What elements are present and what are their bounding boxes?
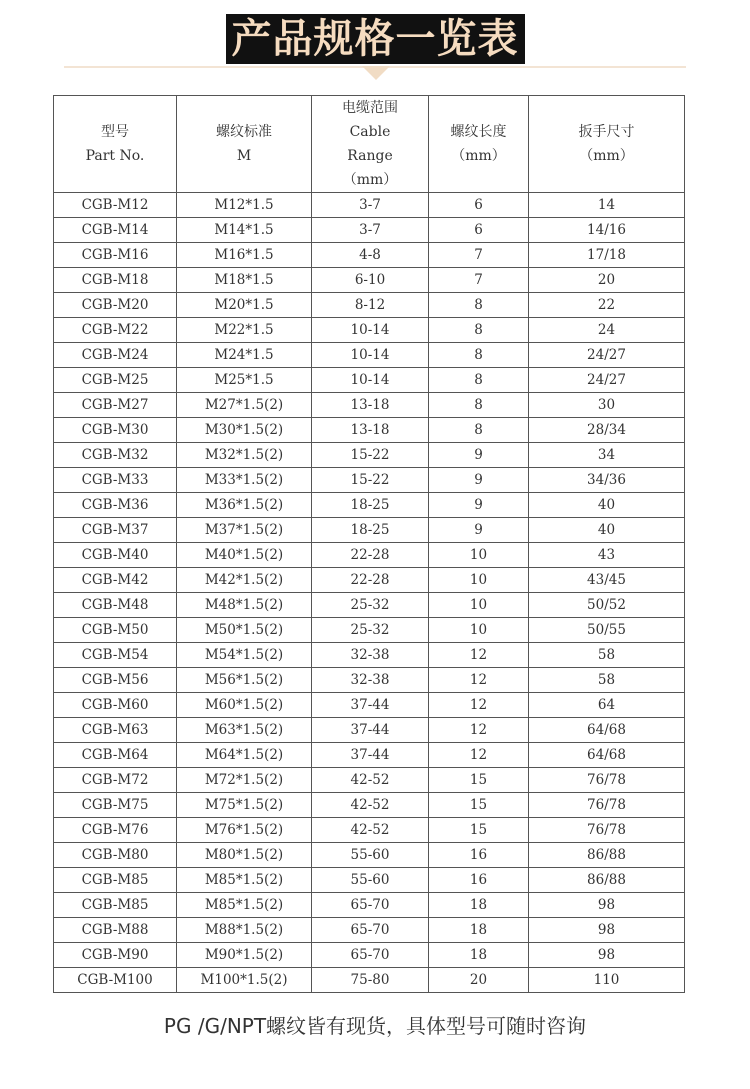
thread-length-cell: 18 (429, 943, 529, 968)
table-row (54, 493, 685, 518)
header-thread-standard (177, 96, 312, 193)
table-row (54, 193, 685, 218)
thread-length-cell: 6 (429, 218, 529, 243)
thread-cell: M42*1.5(2) (177, 568, 312, 593)
part-no-cell: CGB-M27 (54, 393, 177, 418)
wrench-size-cell: 64/68 (529, 718, 685, 743)
thread-cell: M63*1.5(2) (177, 718, 312, 743)
spec-table (53, 95, 685, 993)
wrench-size-cell: 76/78 (529, 818, 685, 843)
wrench-size-cell: 40 (529, 493, 685, 518)
table-row (54, 918, 685, 943)
wrench-size-cell: 98 (529, 943, 685, 968)
table-row (54, 468, 685, 493)
thread-length-cell: 10 (429, 593, 529, 618)
thread-cell: M90*1.5(2) (177, 943, 312, 968)
cable-range-cell: 18-25 (312, 518, 429, 543)
wrench-size-cell: 64/68 (529, 743, 685, 768)
table-row (54, 293, 685, 318)
header-text: M (236, 148, 252, 164)
thread-cell: M12*1.5 (177, 193, 312, 218)
part-no-cell: CGB-M76 (54, 818, 177, 843)
header-cable-range (312, 96, 429, 193)
table-row (54, 868, 685, 893)
thread-length-cell: 18 (429, 893, 529, 918)
wrench-size-cell: 34 (529, 443, 685, 468)
cable-range-cell: 32-38 (312, 643, 429, 668)
thread-length-cell: 7 (429, 243, 529, 268)
cable-range-cell: 25-32 (312, 593, 429, 618)
header-text: 型号 (101, 124, 129, 140)
cable-range-cell: 42-52 (312, 768, 429, 793)
header-text: （mm） (451, 148, 506, 164)
wrench-size-cell: 58 (529, 668, 685, 693)
cable-range-cell: 65-70 (312, 918, 429, 943)
part-no-cell: CGB-M40 (54, 543, 177, 568)
thread-cell: M72*1.5(2) (177, 768, 312, 793)
part-no-cell: CGB-M75 (54, 793, 177, 818)
wrench-size-cell: 50/55 (529, 618, 685, 643)
thread-cell: M100*1.5(2) (177, 968, 312, 993)
table-row (54, 593, 685, 618)
table-row (54, 718, 685, 743)
thread-length-cell: 16 (429, 868, 529, 893)
thread-cell: M75*1.5(2) (177, 793, 312, 818)
thread-cell: M88*1.5(2) (177, 918, 312, 943)
thread-cell: M22*1.5 (177, 318, 312, 343)
thread-cell: M50*1.5(2) (177, 618, 312, 643)
header-text: 扳手尺寸 (578, 124, 635, 140)
thread-cell: M48*1.5(2) (177, 593, 312, 618)
part-no-cell: CGB-M36 (54, 493, 177, 518)
thread-length-cell: 12 (429, 668, 529, 693)
thread-length-cell: 15 (429, 818, 529, 843)
table-body (54, 193, 685, 993)
wrench-size-cell: 20 (529, 268, 685, 293)
table-row (54, 268, 685, 293)
thread-length-cell: 10 (429, 543, 529, 568)
thread-cell: M14*1.5 (177, 218, 312, 243)
cable-range-cell: 13-18 (312, 393, 429, 418)
table-row (54, 793, 685, 818)
cable-range-cell: 37-44 (312, 743, 429, 768)
cable-range-cell: 37-44 (312, 693, 429, 718)
wrench-size-cell: 43/45 (529, 568, 685, 593)
part-no-cell: CGB-M24 (54, 343, 177, 368)
cable-range-cell: 75-80 (312, 968, 429, 993)
thread-cell: M33*1.5(2) (177, 468, 312, 493)
thread-cell: M20*1.5 (177, 293, 312, 318)
thread-length-cell: 15 (429, 768, 529, 793)
cable-range-cell: 13-18 (312, 418, 429, 443)
thread-length-cell: 9 (429, 518, 529, 543)
wrench-size-cell: 24/27 (529, 343, 685, 368)
thread-length-cell: 8 (429, 393, 529, 418)
wrench-size-cell: 86/88 (529, 843, 685, 868)
table-row (54, 893, 685, 918)
cable-range-cell: 55-60 (312, 868, 429, 893)
table-row (54, 443, 685, 468)
part-no-cell: CGB-M12 (54, 193, 177, 218)
table-row (54, 243, 685, 268)
wrench-size-cell: 34/36 (529, 468, 685, 493)
header-part-no (54, 96, 177, 193)
thread-length-cell: 10 (429, 568, 529, 593)
thread-length-cell: 18 (429, 918, 529, 943)
header-text: Part No. (85, 148, 145, 164)
wrench-size-cell: 64 (529, 693, 685, 718)
table-row (54, 343, 685, 368)
part-no-cell: CGB-M22 (54, 318, 177, 343)
thread-cell: M27*1.5(2) (177, 393, 312, 418)
table-row (54, 393, 685, 418)
thread-cell: M54*1.5(2) (177, 643, 312, 668)
table-row (54, 368, 685, 393)
cable-range-cell: 22-28 (312, 543, 429, 568)
cable-range-cell: 3-7 (312, 218, 429, 243)
part-no-cell: CGB-M85 (54, 868, 177, 893)
thread-cell: M24*1.5 (177, 343, 312, 368)
part-no-cell: CGB-M72 (54, 768, 177, 793)
cable-range-cell: 15-22 (312, 443, 429, 468)
part-no-cell: CGB-M48 (54, 593, 177, 618)
table-row (54, 418, 685, 443)
thread-length-cell: 15 (429, 793, 529, 818)
thread-cell: M16*1.5 (177, 243, 312, 268)
thread-cell: M25*1.5 (177, 368, 312, 393)
part-no-cell: CGB-M20 (54, 293, 177, 318)
thread-cell: M85*1.5(2) (177, 868, 312, 893)
cable-range-cell: 37-44 (312, 718, 429, 743)
part-no-cell: CGB-M16 (54, 243, 177, 268)
header-text: 电缆范围 (342, 100, 398, 116)
thread-cell: M40*1.5(2) (177, 543, 312, 568)
table-row (54, 643, 685, 668)
cable-range-cell: 42-52 (312, 793, 429, 818)
cable-range-cell: 22-28 (312, 568, 429, 593)
thread-length-cell: 12 (429, 643, 529, 668)
table-row (54, 518, 685, 543)
cable-range-cell: 4-8 (312, 243, 429, 268)
part-no-cell: CGB-M30 (54, 418, 177, 443)
header-text: Cable (349, 124, 391, 140)
page-title: 产品规格一览表 (226, 14, 525, 64)
cable-range-cell: 8-12 (312, 293, 429, 318)
wrench-size-cell: 22 (529, 293, 685, 318)
table-row (54, 543, 685, 568)
thread-length-cell: 8 (429, 343, 529, 368)
table-row (54, 693, 685, 718)
cable-range-cell: 15-22 (312, 468, 429, 493)
part-no-cell: CGB-M63 (54, 718, 177, 743)
wrench-size-cell: 86/88 (529, 868, 685, 893)
part-no-cell: CGB-M64 (54, 743, 177, 768)
wrench-size-cell: 30 (529, 393, 685, 418)
part-no-cell: CGB-M25 (54, 368, 177, 393)
thread-cell: M60*1.5(2) (177, 693, 312, 718)
thread-length-cell: 8 (429, 368, 529, 393)
wrench-size-cell: 98 (529, 918, 685, 943)
table-row (54, 943, 685, 968)
cable-range-cell: 42-52 (312, 818, 429, 843)
table-row (54, 818, 685, 843)
thread-cell: M85*1.5(2) (177, 893, 312, 918)
thread-length-cell: 9 (429, 493, 529, 518)
cable-range-cell: 25-32 (312, 618, 429, 643)
cable-range-cell: 10-14 (312, 343, 429, 368)
wrench-size-cell: 58 (529, 643, 685, 668)
thread-length-cell: 12 (429, 718, 529, 743)
wrench-size-cell: 98 (529, 893, 685, 918)
wrench-size-cell: 24 (529, 318, 685, 343)
wrench-size-cell: 14 (529, 193, 685, 218)
header-text: （mm） (579, 148, 634, 164)
part-no-cell: CGB-M85 (54, 893, 177, 918)
thread-cell: M37*1.5(2) (177, 518, 312, 543)
part-no-cell: CGB-M88 (54, 918, 177, 943)
cable-range-cell: 65-70 (312, 893, 429, 918)
table-row (54, 318, 685, 343)
thread-length-cell: 20 (429, 968, 529, 993)
cable-range-cell: 55-60 (312, 843, 429, 868)
thread-cell: M30*1.5(2) (177, 418, 312, 443)
part-no-cell: CGB-M80 (54, 843, 177, 868)
thread-length-cell: 7 (429, 268, 529, 293)
part-no-cell: CGB-M14 (54, 218, 177, 243)
table-row (54, 618, 685, 643)
thread-cell: M32*1.5(2) (177, 443, 312, 468)
header-text: 螺纹标准 (216, 124, 272, 140)
wrench-size-cell: 17/18 (529, 243, 685, 268)
part-no-cell: CGB-M54 (54, 643, 177, 668)
thread-length-cell: 6 (429, 193, 529, 218)
thread-length-cell: 16 (429, 843, 529, 868)
table-row (54, 218, 685, 243)
table-row (54, 768, 685, 793)
table-header-row (54, 96, 685, 193)
cable-range-cell: 65-70 (312, 943, 429, 968)
part-no-cell: CGB-M90 (54, 943, 177, 968)
part-no-cell: CGB-M33 (54, 468, 177, 493)
part-no-cell: CGB-M32 (54, 443, 177, 468)
part-no-cell: CGB-M42 (54, 568, 177, 593)
part-no-cell: CGB-M60 (54, 693, 177, 718)
thread-length-cell: 10 (429, 618, 529, 643)
wrench-size-cell: 76/78 (529, 768, 685, 793)
thread-cell: M18*1.5 (177, 268, 312, 293)
thread-length-cell: 8 (429, 293, 529, 318)
wrench-size-cell: 28/34 (529, 418, 685, 443)
cable-range-cell: 32-38 (312, 668, 429, 693)
part-no-cell: CGB-M100 (54, 968, 177, 993)
cable-range-cell: 18-25 (312, 493, 429, 518)
wrench-size-cell: 24/27 (529, 368, 685, 393)
title-area (0, 14, 750, 66)
part-no-cell: CGB-M50 (54, 618, 177, 643)
header-text: 螺纹长度 (450, 124, 507, 140)
header-text: （mm） (342, 172, 398, 188)
table-row (54, 968, 685, 993)
part-no-cell: CGB-M18 (54, 268, 177, 293)
thread-length-cell: 12 (429, 693, 529, 718)
table-row (54, 743, 685, 768)
thread-cell: M64*1.5(2) (177, 743, 312, 768)
thread-length-cell: 8 (429, 418, 529, 443)
thread-cell: M80*1.5(2) (177, 843, 312, 868)
thread-cell: M36*1.5(2) (177, 493, 312, 518)
part-no-cell: CGB-M37 (54, 518, 177, 543)
table-row (54, 843, 685, 868)
wrench-size-cell: 40 (529, 518, 685, 543)
wrench-size-cell: 50/52 (529, 593, 685, 618)
header-wrench-size (529, 96, 685, 193)
thread-length-cell: 9 (429, 468, 529, 493)
header-thread-length (429, 96, 529, 193)
thread-length-cell: 8 (429, 318, 529, 343)
part-no-cell: CGB-M56 (54, 668, 177, 693)
thread-length-cell: 12 (429, 743, 529, 768)
cable-range-cell: 6-10 (312, 268, 429, 293)
thread-cell: M56*1.5(2) (177, 668, 312, 693)
wrench-size-cell: 43 (529, 543, 685, 568)
header-text: Range (347, 148, 393, 164)
cable-range-cell: 10-14 (312, 368, 429, 393)
wrench-size-cell: 76/78 (529, 793, 685, 818)
footer-note: PG /G/NPT螺纹皆有现货，具体型号可随时咨询 (163, 1014, 587, 1038)
wrench-size-cell: 14/16 (529, 218, 685, 243)
cable-range-cell: 10-14 (312, 318, 429, 343)
cable-range-cell: 3-7 (312, 193, 429, 218)
thread-length-cell: 9 (429, 443, 529, 468)
thread-cell: M76*1.5(2) (177, 818, 312, 843)
table-row (54, 568, 685, 593)
divider-arrow-icon (362, 66, 390, 80)
wrench-size-cell: 110 (529, 968, 685, 993)
table-row (54, 668, 685, 693)
